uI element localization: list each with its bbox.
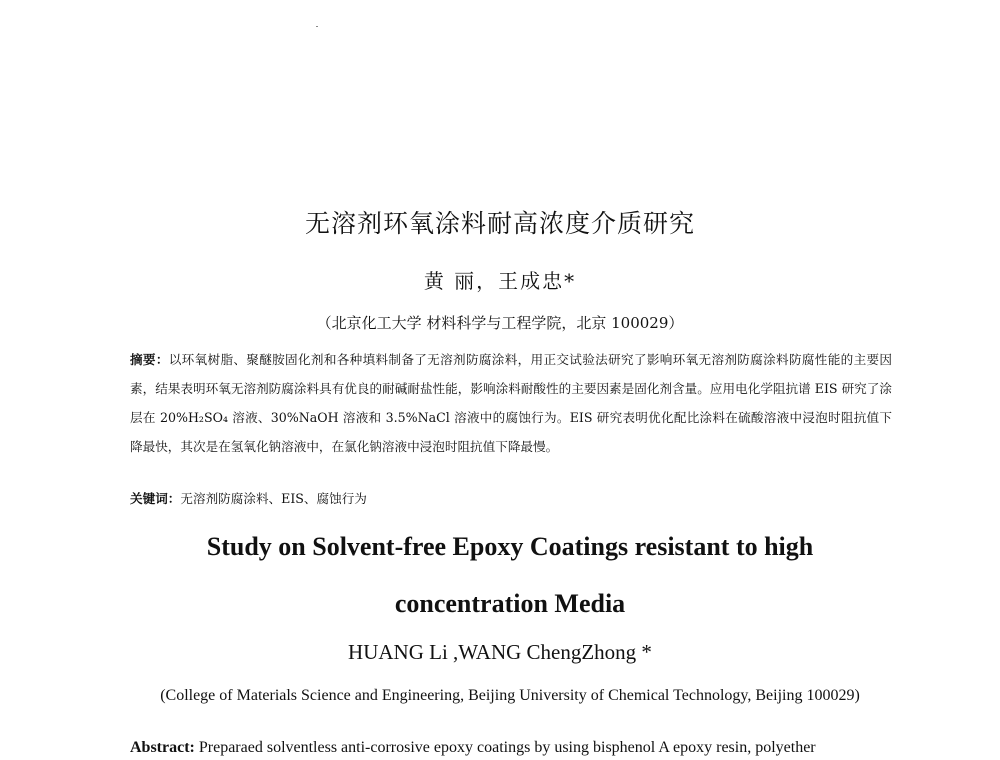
chinese-abstract-label: 摘要：: [130, 352, 169, 367]
chinese-abstract-text: 以环氧树脂、聚醚胺固化剂和各种填料制备了无溶剂防腐涂料，用正交试验法研究了影响环氧无溶剂防腐涂料防腐性能的主要因素，结果表明环氧无溶剂防腐涂料具有优良的耐碱耐盐性能，影响涂料耐酸性的主要因素是固化剂含量。应用电化学阻抗谱 EIS 研究了涂层在 20%H₂SO₄ 溶液、30%NaOH 溶液和 3.5%NaCl 溶液中的腐蚀行为。EIS 研究表明优化配比涂料在硫酸溶液中浸泡时阻抗值下降最快，其次是在氢氧化钠溶液中，在氯化钠溶液中浸泡时阻抗值下降最慢。: [130, 352, 893, 454]
english-abstract: [130, 739, 900, 757]
chinese-keywords-label: 关键词：: [130, 491, 181, 506]
english-affiliation: (College of Materials Science and Engineering, Beijing University of Chemical Technology, Beijing 100029): [160, 687, 860, 704]
english-authors: HUANG Li ,WANG ChengZhong *: [348, 640, 652, 664]
chinese-title: 无溶剂环氧涂料耐高浓度介质研究: [304, 209, 695, 238]
chinese-affiliation: （北京化工大学 材料科学与工程学院，北京 100029）: [316, 314, 684, 332]
english-abstract-label: Abstract:: [130, 739, 195, 756]
scan-speck: [316, 26, 318, 27]
chinese-abstract: [130, 345, 892, 461]
chinese-authors: 黄 丽，王成忠*: [423, 269, 577, 293]
chinese-keywords: [130, 484, 892, 513]
chinese-keywords-text: 无溶剂防腐涂料、EIS、腐蚀行为: [180, 491, 367, 506]
english-title: Study on Solvent-free Epoxy Coatings resistant to high concentration Media: [206, 532, 814, 618]
english-abstract-text: Preparaed solventless anti-corrosive epoxy coatings by using bisphenol A epoxy resin, polyether: [194, 739, 816, 756]
